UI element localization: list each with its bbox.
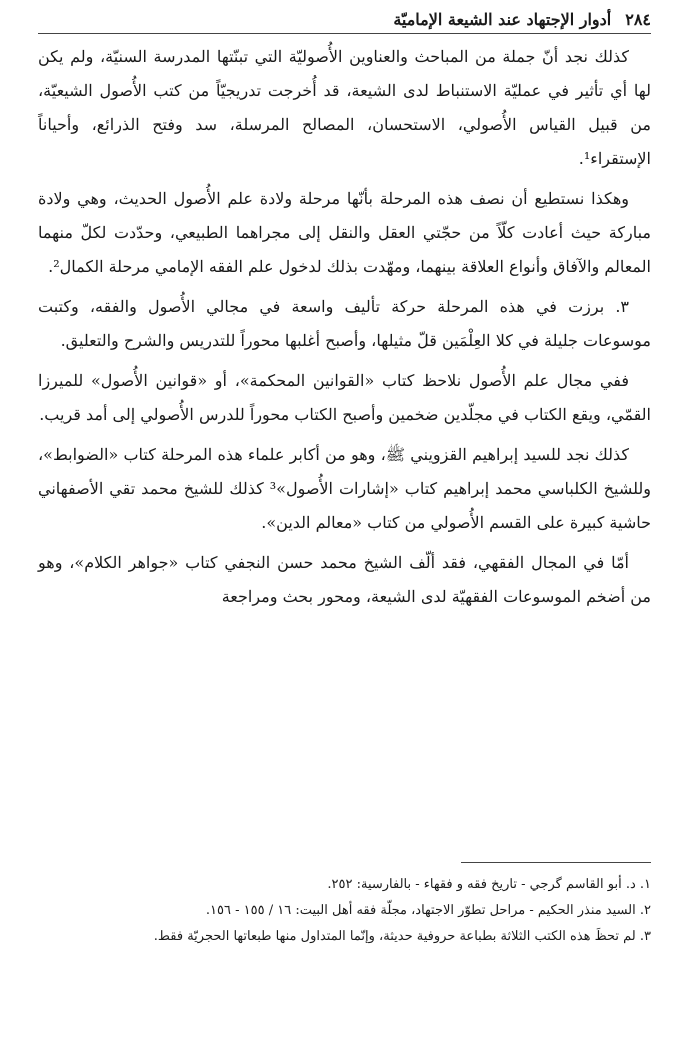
paragraph: كذلك نجد أنّ جملة من المباحث والعناوين الأُصوليّة التي تبنّتها المدرسة السنيّة، ولم يكن لها أي تأثير في عمليّة الاستنباط لدى الشيعة، قد أُخرجت تدريجيّاً من كتب الأُصول الشيعيّة، من قبيل القياس الأُصولي، الاستحسان، المصالح المرسلة، سد وفتح الذرائع، وأحياناً الإستقراء¹. — [38, 47, 651, 168]
footnotes — [38, 872, 651, 950]
footnote: ١. د. أبو القاسم گرجي - تاريخ فقه و فقهاء - بالفارسية: ٢٥٢. — [327, 877, 651, 892]
paragraph: وهكذا نستطيع أن نصف هذه المرحلة بأنّها مرحلة ولادة علم الأُصول الحديث، وهي ولادة مباركة حيث أعادت كلّاً من حجّتي العقل والنقل إلى مجراهما الطبيعي، وحدّدت لكلّ منهما المعالم والآفاق وأنواع العلاقة بينهما، ومهّدت بذلك لدخول علم الفقه الإمامي مرحلة الكمال². — [38, 189, 651, 276]
running-header — [38, 6, 651, 32]
paragraph: أمّا في المجال الفقهي، فقد ألّف الشيخ محمد حسن النجفي كتاب «جواهر الكلام»، وهو من أضخم الموسوعات الفقهيّة لدى الشيعة، ومحور بحث ومراجعة — [38, 553, 651, 606]
footnote: ٣. لم تحظَ هذه الكتب الثلاثة بطباعة حروفية حديثة، وإنّما المتداول منها طبعاتها الحجريّة فقط. — [153, 929, 651, 944]
paragraph: كذلك نجد للسيد إبراهيم القزويني ﷺ، وهو من أكابر علماء هذه المرحلة كتاب «الضوابط»، وللشيخ الكلباسي محمد إبراهيم كتاب «إشارات الأُصول»³ كذلك للشيخ محمد تقي الأصفهاني حاشية كبيرة على القسم الأُصولي من كتاب «معالم الدين». — [38, 445, 652, 532]
header-rule — [38, 33, 651, 34]
running-title: أدوار الإجتهاد عند الشيعة الإماميّة — [393, 9, 612, 29]
main-text — [38, 40, 651, 620]
footnote: ٢. السيد منذر الحكيم - مراحل تطوّر الاجتهاد، مجلّة فقه أهل البيت: ١٦ / ١٥٥ - ١٥٦. — [205, 903, 651, 918]
paragraph: ففي مجال علم الأُصول نلاحظ كتاب «القوانين المحكمة»، أو «قوانين الأُصول» للميرزا القمّي، ويقع الكتاب في مجلّدين ضخمين وأصبح الكتاب محوراً للدرس الأُصولي إلى أمد قريب. — [38, 371, 651, 424]
page-number: ٢٨٤ — [625, 9, 651, 29]
footnote-rule — [461, 862, 651, 863]
paragraph: ٣. برزت في هذه المرحلة حركة تأليف واسعة في مجالي الأُصول والفقه، وكتبت موسوعات جليلة في كلا العِلْمَين قلّ مثيلها، وأصبح أغلبها محوراً للتدريس والشرح والتعليق. — [38, 297, 651, 350]
